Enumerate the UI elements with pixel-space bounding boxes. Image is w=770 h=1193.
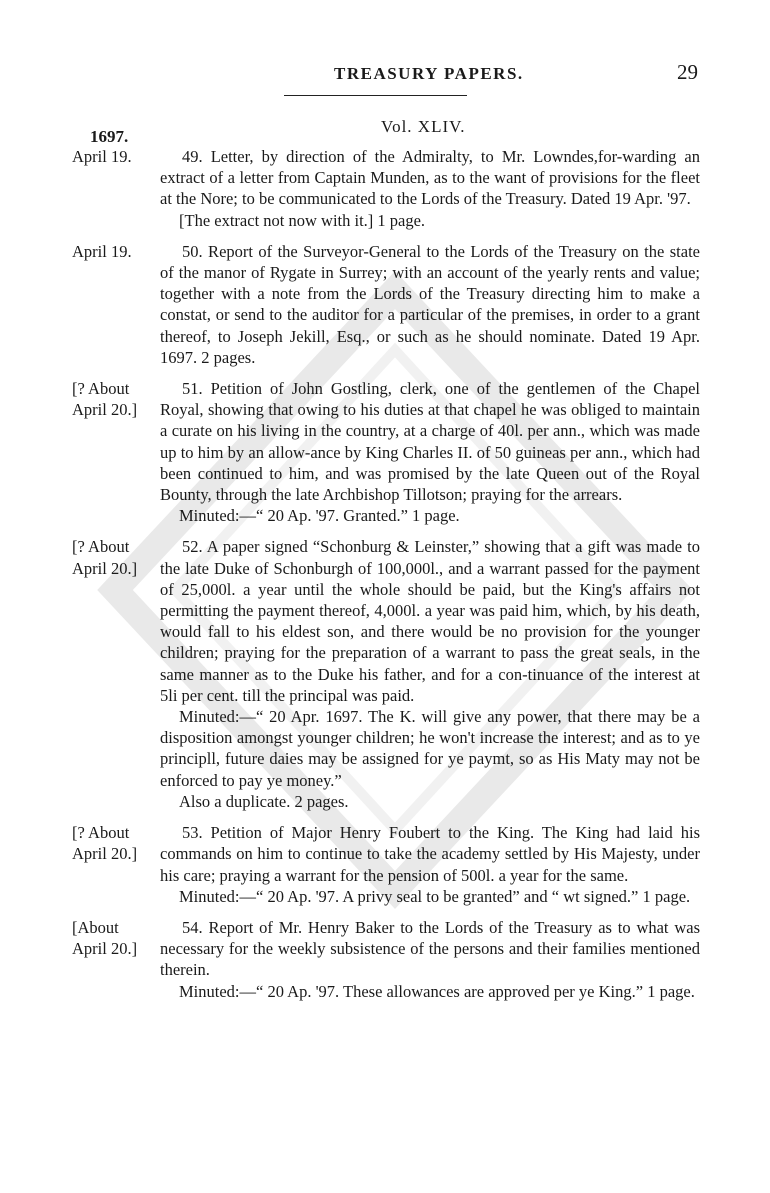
- entry-53: [72, 822, 700, 907]
- entry-paragraph: 49. Letter, by direction of the Admiralty, to Mr. Lowndes,for-warding an extract of a letter from Captain Munden, as to the want of provisions for the fleet at the Nore; to be communicated to the Lords of the Treasury. Dated 19 Apr. '97.: [160, 147, 700, 209]
- date-line: [? About: [72, 379, 130, 399]
- entry-minute: Minuted:—“ 20 Ap. '97. A privy seal to be granted” and “ wt signed.” 1 page.: [179, 886, 691, 906]
- date-line: April 20.]: [72, 844, 138, 864]
- entry-text: [160, 378, 700, 526]
- header-rule: [284, 95, 467, 96]
- date-line: April 20.]: [72, 939, 138, 959]
- entry-paragraph: 52. A paper signed “Schonburg & Leinster,” showing that a gift was made to the late Duke of Schonburgh of 100,000l., and a warrant passed for the payment of 25,000l. a year until the whole should be paid, but the King's affairs not permitting the payment thereof, 4,000l. a year was paid him, which, by his death, would fall to his eldest son, and there would be no provision for the younger children; praying for the preparation of a warrant to pass the great seals, in the same manner as to the Duke his father, and for a con-tinuance of the interest at 5li per cent. till the principal was paid.: [160, 537, 700, 705]
- entry-49: [72, 146, 700, 231]
- entry-50: [72, 241, 700, 368]
- date-line: [? About: [72, 537, 130, 557]
- entry-51: [72, 378, 700, 526]
- entry-date: [72, 536, 158, 578]
- entry-text: [160, 241, 700, 368]
- page-number: 29: [677, 60, 698, 84]
- date-line: April 20.]: [72, 558, 138, 578]
- entry-paragraph: 54. Report of Mr. Henry Baker to the Lords of the Treasury as to what was necessary for the weekly subsistence of the persons and their families mentioned therein.: [160, 917, 700, 980]
- entry-paragraph: 50. Report of the Surveyor-General to the Lords of the Treasury on the state of the manor of Rygate in Surrey; with an account of the yearly rents and value; together with a note from the Lords of the Treasury directing him to make a constat, or send to the auditor for a particular of the premises, in order to a grant thereof, to Joseph Jekill, Esq., or such as he should nominate. Dated 19 Apr. 1697. 2 pages.: [160, 241, 700, 367]
- entry-date: [72, 146, 158, 167]
- entry-date: [72, 241, 158, 262]
- entry-minute: Minuted:—“ 20 Ap. '97. These allowances are approved per ye King.” 1 page.: [179, 981, 695, 1001]
- entry-note: Also a duplicate. 2 pages.: [179, 791, 349, 811]
- entry-text: [160, 917, 700, 1002]
- entry-note: [The extract not now with it.] 1 page.: [179, 210, 426, 230]
- entry-minute: Minuted:—“ 20 Ap. '97. Granted.” 1 page.: [179, 506, 460, 526]
- date-line: [About: [72, 917, 119, 937]
- entry-54: [72, 917, 700, 1002]
- date-line: April 19.: [72, 241, 132, 261]
- date-line: [? About: [72, 823, 130, 843]
- entry-text: [160, 536, 700, 812]
- page-header: [0, 60, 770, 90]
- date-line: April 19.: [72, 147, 132, 166]
- year-marginal: 1697.: [90, 127, 129, 146]
- entry-date: [72, 917, 158, 959]
- entry-52: [72, 536, 700, 812]
- entry-paragraph: 53. Petition of Major Henry Foubert to the King. The King had laid his commands on him to continue to take the academy settled by His Majesty, under his care; praying a warrant for the pension of 500l. a year for the same.: [160, 823, 700, 885]
- entry-text: [160, 146, 700, 231]
- entry-text: [160, 822, 700, 907]
- date-line: April 20.]: [72, 400, 138, 420]
- entries-list: [72, 146, 700, 1012]
- entry-date: [72, 822, 158, 864]
- running-title: TREASURY PAPERS.: [334, 64, 524, 83]
- entry-minute: Minuted:—“ 20 Apr. 1697. The K. will give any power, that there may be a disposition amongst younger children; he won't increase the interest; and as to ye principll, future daies may be assigned for ye paymt, so as His Maty may not be enforced to pay ye money.”: [160, 707, 700, 790]
- volume-heading: Vol. XLIV.: [381, 117, 466, 136]
- entry-paragraph: 51. Petition of John Gostling, clerk, one of the gentlemen of the Chapel Royal, showing that owing to his duties at that chapel he was obliged to maintain a curate on his living in the country, at a charge of 40l. per ann., which was made up to him by an allow-ance by King Charles II. of 50 guineas per ann., which had been continued to him, and was promised by the late Queen out of the Royal Bounty, through the late Archbishop Tillotson; praying for the arrears.: [160, 379, 700, 505]
- entry-date: [72, 378, 158, 420]
